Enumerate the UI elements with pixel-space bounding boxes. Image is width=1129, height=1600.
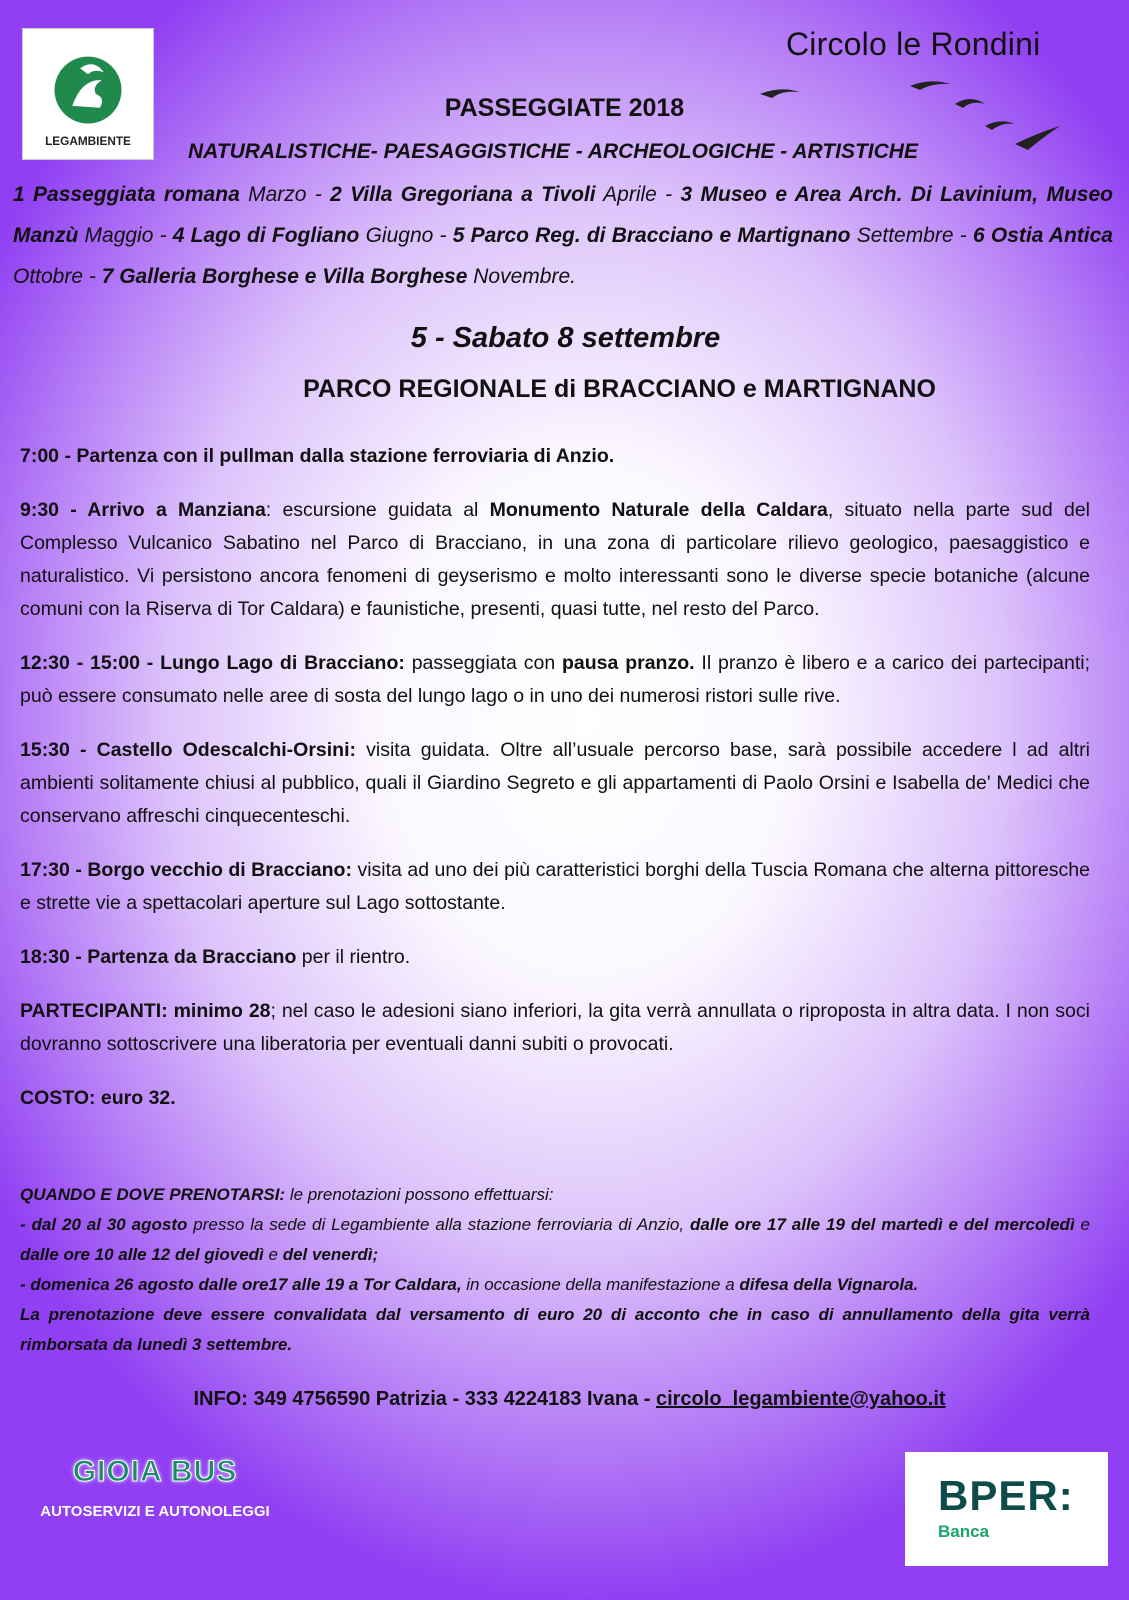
text: Settembre - (850, 224, 973, 247)
paragraph (20, 1082, 1090, 1115)
page-subtitle: NATURALISTICHE- PAESAGGISTICHE - ARCHEOLOGICHE - ARTISTICHE (188, 140, 918, 163)
contact-text: INFO: 349 4756590 Patrizia - 333 4224183 Ivana - (193, 1388, 656, 1410)
text: le prenotazioni possono effettuarsi: (285, 1185, 554, 1204)
text: Novembre. (467, 265, 576, 288)
text: passeggiata con (404, 652, 563, 674)
bold-text: 6 Ostia Antica (972, 224, 1113, 247)
bold-text: - dal 20 al 30 agosto (20, 1215, 188, 1234)
bold-text: 18:30 - Partenza da Bracciano (20, 946, 297, 968)
bold-text: - domenica 26 agosto dalle ore17 alle 19 a Tor Caldara, (20, 1275, 462, 1294)
text: Giugno - (359, 224, 453, 247)
bold-text: 7 Galleria Borghese e Villa Borghese (101, 265, 468, 288)
paragraph (20, 734, 1090, 833)
paragraph (20, 854, 1090, 920)
bold-text: COSTO: euro 32. (20, 1087, 176, 1109)
bold-text: dalle ore 17 alle 19 del martedì e del mercoledì (690, 1215, 1075, 1234)
bold-text: 17:30 - Borgo vecchio di Bracciano: (20, 859, 352, 881)
bold-text: PARTECIPANTI: minimo 28 (20, 1000, 271, 1022)
text: : escursione guidata al (265, 499, 490, 521)
text: presso la sede di Legambiente alla stazione ferroviaria di Anzio, (187, 1215, 691, 1234)
text: ; nel caso le adesioni siano inferiori, la gita verrà annullata o riproposta in altra data. I non soci dovranno sottoscrivere una liberatoria per eventuali danni subiti o provocati. (20, 1000, 1090, 1055)
bold-text: La prenotazione deve essere convalidata dal versamento di euro 20 di acconto che in caso di annullamento della gita verrà rimborsata da lunedì 3 settembre. (20, 1305, 1090, 1354)
bold-text: 7:00 - Partenza con il pullman dalla stazione ferroviaria di Anzio. (20, 445, 615, 467)
bper-banca-logo (905, 1452, 1108, 1566)
paragraph (20, 440, 1090, 473)
paragraph (20, 647, 1090, 713)
text: e (1074, 1215, 1091, 1234)
bper-subtitle: Banca (938, 1522, 990, 1541)
booking-line (20, 1270, 1090, 1300)
gioia-bus-logo (30, 1455, 280, 1565)
event-date: 5 - Sabato 8 settembre (410, 322, 721, 354)
text: , situato nella parte sud del Complesso Vulcanico Sabatino nel Parco di Bracciano, in una zona di particolare rilievo geologico, paesaggistico e naturalistico. Vi persistono ancora fenomeni di geyserismo e molto interessanti sono le diverse specie botaniche (alcune comuni con la Riserva di Tor Caldara) e faunistiche, presenti, quasi tutte, nel resto del Parco. (20, 499, 1090, 620)
booking-info (20, 1180, 1090, 1360)
text: Ottobre - (13, 265, 102, 288)
paragraph (20, 941, 1090, 974)
bold-text: dalle ore 10 alle 12 del giovedì (20, 1245, 264, 1264)
email-link[interactable]: circolo_legambiente@yahoo.it (655, 1388, 946, 1410)
bold-text: del venerdì; (282, 1245, 379, 1264)
bold-text: 3 Museo e Area Arch. Di Lavinium, Museo Manzù (13, 183, 1113, 247)
bper-wordmark: BPER: (938, 1472, 1074, 1519)
club-name: Circolo le Rondini (786, 26, 1041, 62)
bold-text: Monumento Naturale della Caldara (489, 499, 828, 521)
text: per il rientro. (296, 946, 411, 968)
bold-text: 4 Lago di Fogliano (172, 224, 360, 247)
bold-text: 1 Passeggiata romana (13, 183, 240, 206)
bold-text: difesa della Vignarola. (739, 1275, 919, 1294)
text: Marzo - (239, 183, 331, 206)
bold-text: 12:30 - 15:00 - Lungo Lago di Bracciano: (20, 652, 405, 674)
bold-text: 9:30 - Arrivo a Manziana (20, 499, 266, 521)
bold-text: 15:30 - Castello Odescalchi-Orsini: (20, 739, 357, 761)
paragraph (20, 995, 1090, 1061)
event-place: PARCO REGIONALE di BRACCIANO e MARTIGNANO (303, 375, 936, 403)
text: Il pranzo è libero e a carico dei partecipanti; può essere consumato nelle aree di sosta del lungo lago o in uno dei numerosi ristori sulle rive. (20, 652, 1090, 707)
paragraph (20, 494, 1090, 626)
bold-text: 5 Parco Reg. di Bracciano e Martignano (452, 224, 851, 247)
gioia-bus-caption: AUTOSERVIZI E AUTONOLEGGI (40, 1503, 270, 1520)
contact-info (0, 1388, 1129, 1411)
text: Aprile - (595, 183, 681, 206)
itinerary (20, 440, 1090, 1136)
text: in occasione della manifestazione a (461, 1275, 740, 1294)
program-list (13, 174, 1113, 297)
booking-line (20, 1180, 1090, 1210)
text: visita guidata. Oltre all’usuale percorso base, sarà possibile accedere l ad altri ambienti solitamente chiusi al pubblico, quali il Giardino Segreto e gli appartamenti di Paolo Orsini e Isabella de' Medici che conservano affreschi cinquecenteschi. (20, 739, 1091, 827)
bold-text: QUANDO E DOVE PRENOTARSI: (20, 1185, 286, 1204)
gioia-bus-wordmark: GIOIA BUS (72, 1455, 238, 1488)
booking-line (20, 1300, 1090, 1360)
svg-text:LEGAMBIENTE: LEGAMBIENTE (45, 134, 131, 149)
text: e (263, 1245, 283, 1264)
booking-line (20, 1210, 1090, 1270)
bold-text: pausa pranzo. (562, 652, 695, 674)
text: Maggio - (78, 224, 173, 247)
page-title: PASSEGGIATE 2018 (444, 94, 685, 122)
text: visita ad uno dei più caratteristici borghi della Tuscia Romana che alterna pittoresche e strette vie a spettacolari aperture sul Lago sottostante. (20, 859, 1090, 914)
bold-text: 2 Villa Gregoriana a Tivoli (330, 183, 596, 206)
